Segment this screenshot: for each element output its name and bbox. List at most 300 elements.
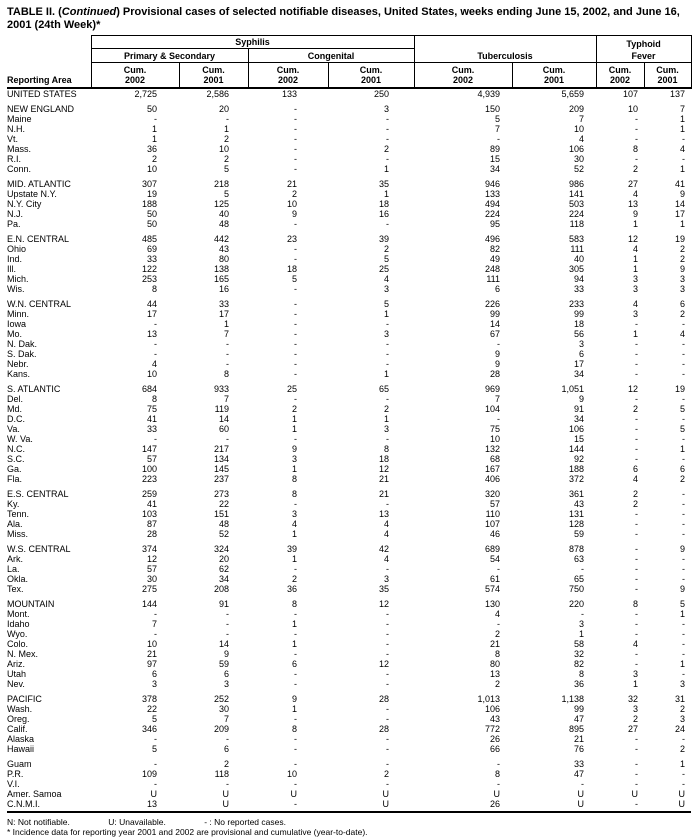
- value-cell: -: [682, 319, 686, 329]
- value-cell: 4: [633, 299, 639, 309]
- table-row: [7, 124, 691, 134]
- value-cell: 1: [384, 309, 390, 319]
- value-cell: 1: [384, 414, 390, 424]
- value-cell: 48: [218, 519, 229, 529]
- value-cell: 10: [286, 769, 297, 779]
- reporting-area-cell: NEW ENGLAND: [7, 104, 75, 114]
- value-cell: 8: [633, 144, 639, 154]
- reporting-area-cell: Pa.: [7, 219, 21, 229]
- value-cell: 100: [141, 464, 157, 474]
- value-cell: 4: [633, 639, 639, 649]
- title-continued: Continued: [61, 6, 117, 18]
- value-cell: -: [635, 649, 639, 659]
- value-cell: 305: [568, 264, 585, 274]
- value-cell: -: [386, 744, 390, 754]
- value-cell: 165: [213, 274, 229, 284]
- value-cell: 12: [146, 554, 157, 564]
- value-cell: 946: [484, 179, 501, 189]
- value-cell: 2: [680, 244, 686, 254]
- value-cell: -: [294, 564, 297, 574]
- value-cell: -: [635, 509, 639, 519]
- value-cell: 224: [484, 209, 501, 219]
- value-cell: 89: [490, 144, 501, 154]
- table-row: [7, 639, 691, 649]
- value-cell: U: [222, 789, 229, 799]
- table-row: [7, 619, 691, 629]
- value-cell: -: [294, 434, 297, 444]
- value-cell: -: [294, 369, 297, 379]
- value-cell: 4: [633, 244, 639, 254]
- table-row: [7, 414, 691, 424]
- value-cell: 21: [379, 474, 390, 484]
- value-cell: 9: [223, 649, 229, 659]
- table-row: [7, 539, 691, 554]
- value-cell: 107: [484, 519, 501, 529]
- reporting-area-cell: Tex.: [7, 584, 24, 594]
- value-cell: -: [497, 759, 501, 769]
- value-cell: 969: [484, 384, 501, 394]
- table-row: [7, 744, 691, 754]
- value-cell: -: [635, 574, 639, 584]
- value-cell: -: [386, 639, 390, 649]
- value-cell: 3: [680, 679, 686, 689]
- value-cell: 80: [490, 659, 501, 669]
- reporting-area-cell: La.: [7, 564, 20, 574]
- value-cell: 128: [568, 519, 585, 529]
- reporting-area-cell: Del.: [7, 394, 24, 404]
- value-cell: -: [682, 639, 686, 649]
- reporting-area-cell: D.C.: [7, 414, 25, 424]
- value-cell: 57: [146, 564, 157, 574]
- value-cell: 3: [633, 284, 639, 294]
- value-cell: -: [386, 779, 390, 789]
- value-cell: -: [386, 134, 390, 144]
- value-cell: 5: [384, 299, 390, 309]
- table-row: [7, 379, 691, 394]
- table-row: [7, 359, 691, 369]
- value-cell: 224: [568, 209, 585, 219]
- value-cell: 66: [490, 744, 501, 754]
- value-cell: 13: [91, 799, 179, 812]
- value-cell: -: [596, 799, 644, 812]
- value-cell: 3: [633, 669, 639, 679]
- value-cell: 4,939: [477, 89, 501, 99]
- value-cell: -: [386, 154, 390, 164]
- value-cell: 91: [574, 404, 585, 414]
- value-cell: -: [294, 284, 297, 294]
- value-cell: -: [635, 444, 639, 454]
- value-cell: -: [497, 339, 501, 349]
- value-cell: -: [294, 319, 297, 329]
- value-cell: 2: [291, 189, 297, 199]
- value-cell: 1: [291, 424, 297, 434]
- value-cell: 4: [384, 519, 390, 529]
- value-cell: 2: [291, 404, 297, 414]
- value-cell: -: [226, 734, 229, 744]
- value-cell: 31: [675, 694, 686, 704]
- value-cell: 3: [151, 679, 157, 689]
- value-cell: 1: [633, 679, 639, 689]
- col-header-tb-2002: Cum. 2002: [414, 63, 512, 89]
- value-cell: -: [635, 434, 639, 444]
- reporting-area-cell: Nebr.: [7, 359, 29, 369]
- value-cell: -: [635, 359, 639, 369]
- value-cell: 8: [151, 284, 157, 294]
- value-cell: 30: [574, 154, 585, 164]
- value-cell: 75: [490, 424, 501, 434]
- value-cell: 4: [291, 519, 297, 529]
- value-cell: 9: [680, 544, 686, 554]
- value-cell: -: [386, 714, 390, 724]
- value-cell: -: [682, 434, 686, 444]
- value-cell: U: [179, 799, 248, 812]
- value-cell: 494: [484, 199, 501, 209]
- value-cell: 2: [384, 144, 390, 154]
- value-cell: -: [386, 564, 390, 574]
- value-cell: 47: [574, 714, 585, 724]
- table-row: [7, 404, 691, 414]
- footnotes: [7, 817, 690, 837]
- value-cell: U: [150, 789, 157, 799]
- value-cell: -: [294, 124, 297, 134]
- value-cell: 307: [141, 179, 157, 189]
- value-cell: -: [154, 609, 157, 619]
- value-cell: 374: [141, 544, 157, 554]
- value-cell: -: [294, 254, 297, 264]
- value-cell: 10: [218, 144, 229, 154]
- value-cell: -: [682, 519, 686, 529]
- value-cell: 36: [146, 144, 157, 154]
- value-cell: 59: [218, 659, 229, 669]
- value-cell: 1: [680, 444, 686, 454]
- table-row: [7, 114, 691, 124]
- value-cell: 106: [484, 704, 501, 714]
- value-cell: 2: [495, 629, 501, 639]
- table-row: [7, 689, 691, 704]
- value-cell: 1: [384, 369, 390, 379]
- table-row: [7, 229, 691, 244]
- reporting-area-cell: Nev.: [7, 679, 25, 689]
- reporting-area-cell: Upstate N.Y.: [7, 189, 57, 199]
- value-cell: -: [154, 349, 157, 359]
- value-cell: 220: [568, 599, 585, 609]
- value-cell: 17: [218, 309, 229, 319]
- value-cell: 8: [291, 724, 297, 734]
- value-cell: 58: [574, 639, 585, 649]
- value-cell: U: [328, 799, 414, 812]
- value-cell: -: [294, 219, 297, 229]
- value-cell: 25: [379, 264, 390, 274]
- table-row: [7, 319, 691, 329]
- value-cell: 28: [490, 369, 501, 379]
- value-cell: -: [294, 154, 297, 164]
- table-row: [7, 704, 691, 714]
- value-cell: 4: [384, 274, 390, 284]
- value-cell: -: [386, 629, 390, 639]
- value-cell: U: [512, 799, 596, 812]
- value-cell: 34: [218, 574, 229, 584]
- value-cell: -: [386, 649, 390, 659]
- value-cell: 574: [484, 584, 501, 594]
- value-cell: -: [386, 679, 390, 689]
- value-cell: 3: [384, 424, 390, 434]
- value-cell: 141: [568, 189, 585, 199]
- value-cell: 9: [680, 189, 686, 199]
- value-cell: 6: [223, 669, 229, 679]
- value-cell: -: [294, 779, 297, 789]
- value-cell: 2: [384, 769, 390, 779]
- value-cell: -: [294, 309, 297, 319]
- value-cell: 133: [281, 89, 297, 99]
- value-cell: 6: [579, 349, 585, 359]
- value-cell: 3: [633, 274, 639, 284]
- value-cell: 150: [484, 104, 501, 114]
- value-cell: -: [154, 779, 157, 789]
- value-cell: 2: [223, 759, 229, 769]
- table-row: [7, 659, 691, 669]
- value-cell: 10: [146, 164, 157, 174]
- value-cell: -: [682, 554, 686, 564]
- table-row: [7, 174, 691, 189]
- reporting-area-cell: N. Dak.: [7, 339, 38, 349]
- value-cell: 583: [568, 234, 585, 244]
- value-cell: 1: [633, 254, 639, 264]
- table-row: [7, 394, 691, 404]
- value-cell: -: [682, 779, 686, 789]
- value-cell: U: [644, 799, 691, 812]
- value-cell: 147: [141, 444, 157, 454]
- value-cell: 28: [146, 529, 157, 539]
- value-cell: 2: [633, 714, 639, 724]
- value-cell: 1: [633, 219, 639, 229]
- value-cell: 94: [574, 274, 585, 284]
- value-cell: 18: [286, 264, 297, 274]
- value-cell: -: [386, 669, 390, 679]
- value-cell: -: [294, 134, 297, 144]
- value-cell: -: [682, 669, 686, 679]
- reporting-area-cell: Miss.: [7, 529, 28, 539]
- value-cell: -: [386, 704, 390, 714]
- value-cell: 8: [291, 474, 297, 484]
- value-cell: 42: [379, 544, 390, 554]
- value-cell: -: [294, 499, 297, 509]
- value-cell: 87: [146, 519, 157, 529]
- value-cell: 52: [218, 529, 229, 539]
- value-cell: 9: [495, 349, 501, 359]
- value-cell: 8: [579, 669, 585, 679]
- table-row: [7, 99, 691, 114]
- value-cell: 13: [146, 329, 157, 339]
- value-cell: 2: [633, 404, 639, 414]
- value-cell: -: [386, 349, 390, 359]
- value-cell: 27: [628, 724, 639, 734]
- value-cell: 1: [680, 219, 686, 229]
- value-cell: 69: [146, 244, 157, 254]
- value-cell: 132: [484, 444, 501, 454]
- value-cell: 59: [574, 529, 585, 539]
- col-header-cong-2002: Cum. 2002: [248, 63, 328, 89]
- value-cell: 5,659: [561, 89, 585, 99]
- value-cell: 23: [286, 234, 297, 244]
- value-cell: 41: [146, 499, 157, 509]
- value-cell: 111: [486, 274, 501, 284]
- value-cell: -: [682, 369, 686, 379]
- value-cell: 50: [146, 209, 157, 219]
- table-row: [7, 154, 691, 164]
- value-cell: 1: [633, 264, 639, 274]
- value-cell: 50: [146, 104, 157, 114]
- value-cell: -: [581, 779, 585, 789]
- reporting-area-cell: Vt.: [7, 134, 19, 144]
- value-cell: -: [635, 619, 639, 629]
- table-row: [7, 329, 691, 339]
- value-cell: -: [226, 779, 229, 789]
- reporting-area-cell: N.C.: [7, 444, 25, 454]
- value-cell: 9: [495, 359, 501, 369]
- value-cell: 6: [151, 669, 157, 679]
- value-cell: 137: [670, 89, 686, 99]
- value-cell: 3: [384, 284, 390, 294]
- value-cell: 8: [223, 369, 229, 379]
- value-cell: 1: [223, 319, 229, 329]
- value-cell: 52: [574, 164, 585, 174]
- value-cell: 2: [633, 164, 639, 174]
- value-cell: -: [635, 659, 639, 669]
- value-cell: -: [635, 339, 639, 349]
- value-cell: -: [294, 299, 297, 309]
- value-cell: -: [682, 769, 686, 779]
- value-cell: 237: [213, 474, 229, 484]
- value-cell: 2: [680, 309, 686, 319]
- value-cell: 24: [675, 724, 686, 734]
- value-cell: 485: [141, 234, 157, 244]
- table-row: [7, 219, 691, 229]
- value-cell: -: [294, 359, 297, 369]
- value-cell: 99: [574, 704, 585, 714]
- value-cell: 16: [379, 209, 390, 219]
- value-cell: 259: [141, 489, 157, 499]
- value-cell: 5: [680, 424, 686, 434]
- table-row: [7, 484, 691, 499]
- value-cell: 14: [218, 414, 229, 424]
- value-cell: 41: [675, 179, 686, 189]
- value-cell: 9: [291, 444, 297, 454]
- value-cell: 48: [218, 219, 229, 229]
- value-cell: 2: [223, 134, 229, 144]
- value-cell: 111: [570, 244, 585, 254]
- value-cell: 684: [141, 384, 157, 394]
- reporting-area-cell: Wis.: [7, 284, 25, 294]
- value-cell: 13: [628, 199, 639, 209]
- value-cell: 7: [223, 714, 229, 724]
- value-cell: 496: [484, 234, 501, 244]
- value-cell: 91: [218, 599, 229, 609]
- value-cell: -: [682, 564, 686, 574]
- value-cell: 12: [379, 599, 390, 609]
- value-cell: 21: [379, 489, 390, 499]
- value-cell: -: [682, 134, 686, 144]
- value-cell: 14: [675, 199, 686, 209]
- value-cell: -: [386, 124, 390, 134]
- reporting-area-cell: P.R.: [7, 769, 24, 779]
- reporting-area-cell: Mass.: [7, 144, 32, 154]
- value-cell: 320: [484, 489, 501, 499]
- value-cell: 1,051: [561, 384, 585, 394]
- table-row: [7, 144, 691, 154]
- value-cell: 4: [680, 329, 686, 339]
- value-cell: 2: [223, 154, 229, 164]
- value-cell: 54: [490, 554, 501, 564]
- reporting-area-cell: N.J.: [7, 209, 24, 219]
- value-cell: 188: [568, 464, 585, 474]
- table-row: [7, 339, 691, 349]
- value-cell: 10: [146, 639, 157, 649]
- value-cell: -: [386, 339, 390, 349]
- value-cell: -: [294, 144, 297, 154]
- reporting-area-cell: S.C.: [7, 454, 25, 464]
- value-cell: 1: [291, 529, 297, 539]
- table-row: [7, 679, 691, 689]
- value-cell: U: [290, 789, 297, 799]
- value-cell: -: [635, 544, 639, 554]
- value-cell: 3: [223, 679, 229, 689]
- value-cell: 2: [633, 499, 639, 509]
- value-cell: -: [682, 394, 686, 404]
- value-cell: -: [154, 339, 157, 349]
- value-cell: 25: [286, 384, 297, 394]
- value-cell: 209: [213, 724, 229, 734]
- reporting-area-cell: Iowa: [7, 319, 27, 329]
- reporting-area-cell: C.N.M.I.: [7, 799, 91, 812]
- value-cell: -: [386, 114, 390, 124]
- value-cell: 2: [680, 474, 686, 484]
- reporting-area-cell: MID. ATLANTIC: [7, 179, 71, 189]
- reporting-area-cell: Okla.: [7, 574, 29, 584]
- table-row: [7, 244, 691, 254]
- value-cell: 8: [495, 649, 501, 659]
- value-cell: 106: [568, 144, 585, 154]
- value-cell: 32: [574, 649, 585, 659]
- table-row: [7, 799, 691, 812]
- value-cell: -: [682, 359, 686, 369]
- value-cell: -: [386, 319, 390, 329]
- value-cell: -: [386, 434, 390, 444]
- value-cell: 1: [680, 164, 686, 174]
- value-cell: 95: [490, 219, 501, 229]
- value-cell: 1: [291, 414, 297, 424]
- value-cell: 30: [218, 704, 229, 714]
- value-cell: 76: [574, 744, 585, 754]
- reporting-area-cell: UNITED STATES: [7, 89, 77, 99]
- table-row: [7, 254, 691, 264]
- value-cell: -: [497, 619, 501, 629]
- fever-header: Fever: [596, 49, 691, 63]
- value-cell: -: [635, 759, 639, 769]
- value-cell: 61: [490, 574, 501, 584]
- reporting-area-cell: V.I.: [7, 779, 20, 789]
- value-cell: 2,725: [134, 89, 157, 99]
- value-cell: 106: [568, 424, 585, 434]
- value-cell: 33: [574, 284, 585, 294]
- value-cell: 3: [633, 309, 639, 319]
- value-cell: -: [294, 759, 297, 769]
- value-cell: -: [497, 414, 501, 424]
- value-cell: 2: [384, 404, 390, 414]
- value-cell: 5: [223, 189, 229, 199]
- value-cell: 3: [384, 329, 390, 339]
- value-cell: 4: [633, 474, 639, 484]
- reporting-area-cell: Minn.: [7, 309, 30, 319]
